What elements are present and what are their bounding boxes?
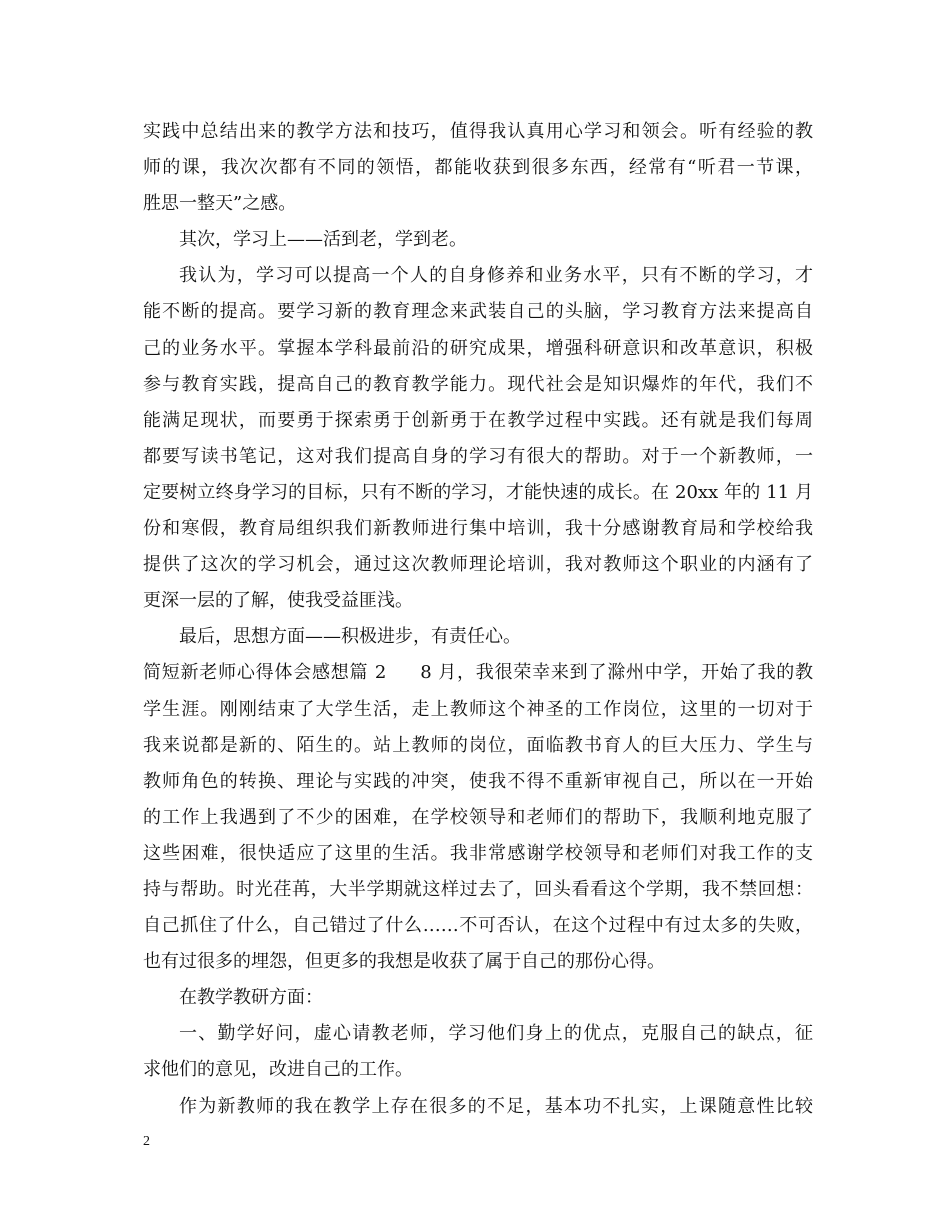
text-line: 定要树立终身学习的目标，只有不断的学习，才能快速的成长。在 20xx 年的 11 月 [143,481,813,503]
text-line: 份和寒假，教育局组织我们新教师进行集中培训，我十分感谢教育局和学校给我 [143,518,813,540]
text-line: 能满足现状，而要勇于探索勇于创新勇于在教学过程中实践。还有就是我们每周 [143,409,813,431]
text-span: 8 月，我很荣幸来到了滁州中学，开始了我的教 [420,662,813,684]
text-line: 其次，学习上——活到老，学到老。 [179,229,467,251]
text-line: 提供了这次的学习机会，通过这次教师理论培训，我对教师这个职业的内涵有了 [143,554,813,576]
text-line: 求他们的意见，改进自己的工作。 [143,1059,413,1081]
text-line: 我来说都是新的、陌生的。站上教师的岗位，面临教书育人的巨大压力、学生与 [143,734,813,756]
text-line: 师的课，我次次都有不同的领悟，都能收获到很多东西，经常有“听君一节课， [143,157,813,179]
text-line: 学生涯。刚刚结束了大学生活，走上教师这个神圣的工作岗位，这里的一切对于 [143,698,813,720]
document-body [143,114,813,1125]
text-line: 能不断的提高。要学习新的教育理念来武装自己的头脑，学习教育方法来提高自 [143,301,813,323]
text-line: 自己抓住了什么，自己错过了什么……不可否认，在这个过程中有过太多的失败， [143,915,813,937]
section-heading: 简短新老师心得体会感想篇 2 [143,662,387,684]
text-line: 实践中总结出来的教学方法和技巧，值得我认真用心学习和领会。听有经验的教 [143,121,813,142]
page-number: 2 [143,1134,150,1149]
text-line: 作为新教师的我在教学上存在很多的不足，基本功不扎实，上课随意性比较 [179,1095,813,1117]
text-line: 在教学教研方面： [179,987,323,1009]
text-line: 的工作上我遇到了不少的困难，在学校领导和老师们的帮助下，我顺利地克服了 [143,806,813,828]
text-line: 己的业务水平。掌握本学科最前沿的研究成果，增强科研意识和改革意识，积极 [143,337,813,359]
text-line: 持与帮助。时光荏苒，大半学期就这样过去了，回头看看这个学期，我不禁回想： [143,878,813,900]
text-line: 更深一层的了解，使我受益匪浅。 [143,590,413,612]
text-line [143,655,813,691]
text-line: 这些困难，很快适应了这里的生活。我非常感谢学校领导和老师们对我工作的支 [143,842,813,864]
text-line: 胜思一整天”之感。 [143,193,297,215]
text-line: 教师角色的转换、理论与实践的冲突，使我不得不重新审视自己，所以在一开始 [143,770,813,792]
text-line: 最后，思想方面——积极进步，有责任心。 [179,626,521,648]
text-line: 一、勤学好问，虚心请教老师，学习他们身上的优点，克服自己的缺点，征 [179,1023,813,1045]
text-line: 我认为，学习可以提高一个人的自身修养和业务水平，只有不断的学习，才 [179,265,813,287]
text-line: 参与教育实践，提高自己的教育教学能力。现代社会是知识爆炸的年代，我们不 [143,373,813,395]
text-line: 都要写读书笔记，这对我们提高自身的学习有很大的帮助。对于一个新教师，一 [143,445,813,467]
text-line: 也有过很多的埋怨，但更多的我想是收获了属于自己的那份心得。 [143,951,665,973]
